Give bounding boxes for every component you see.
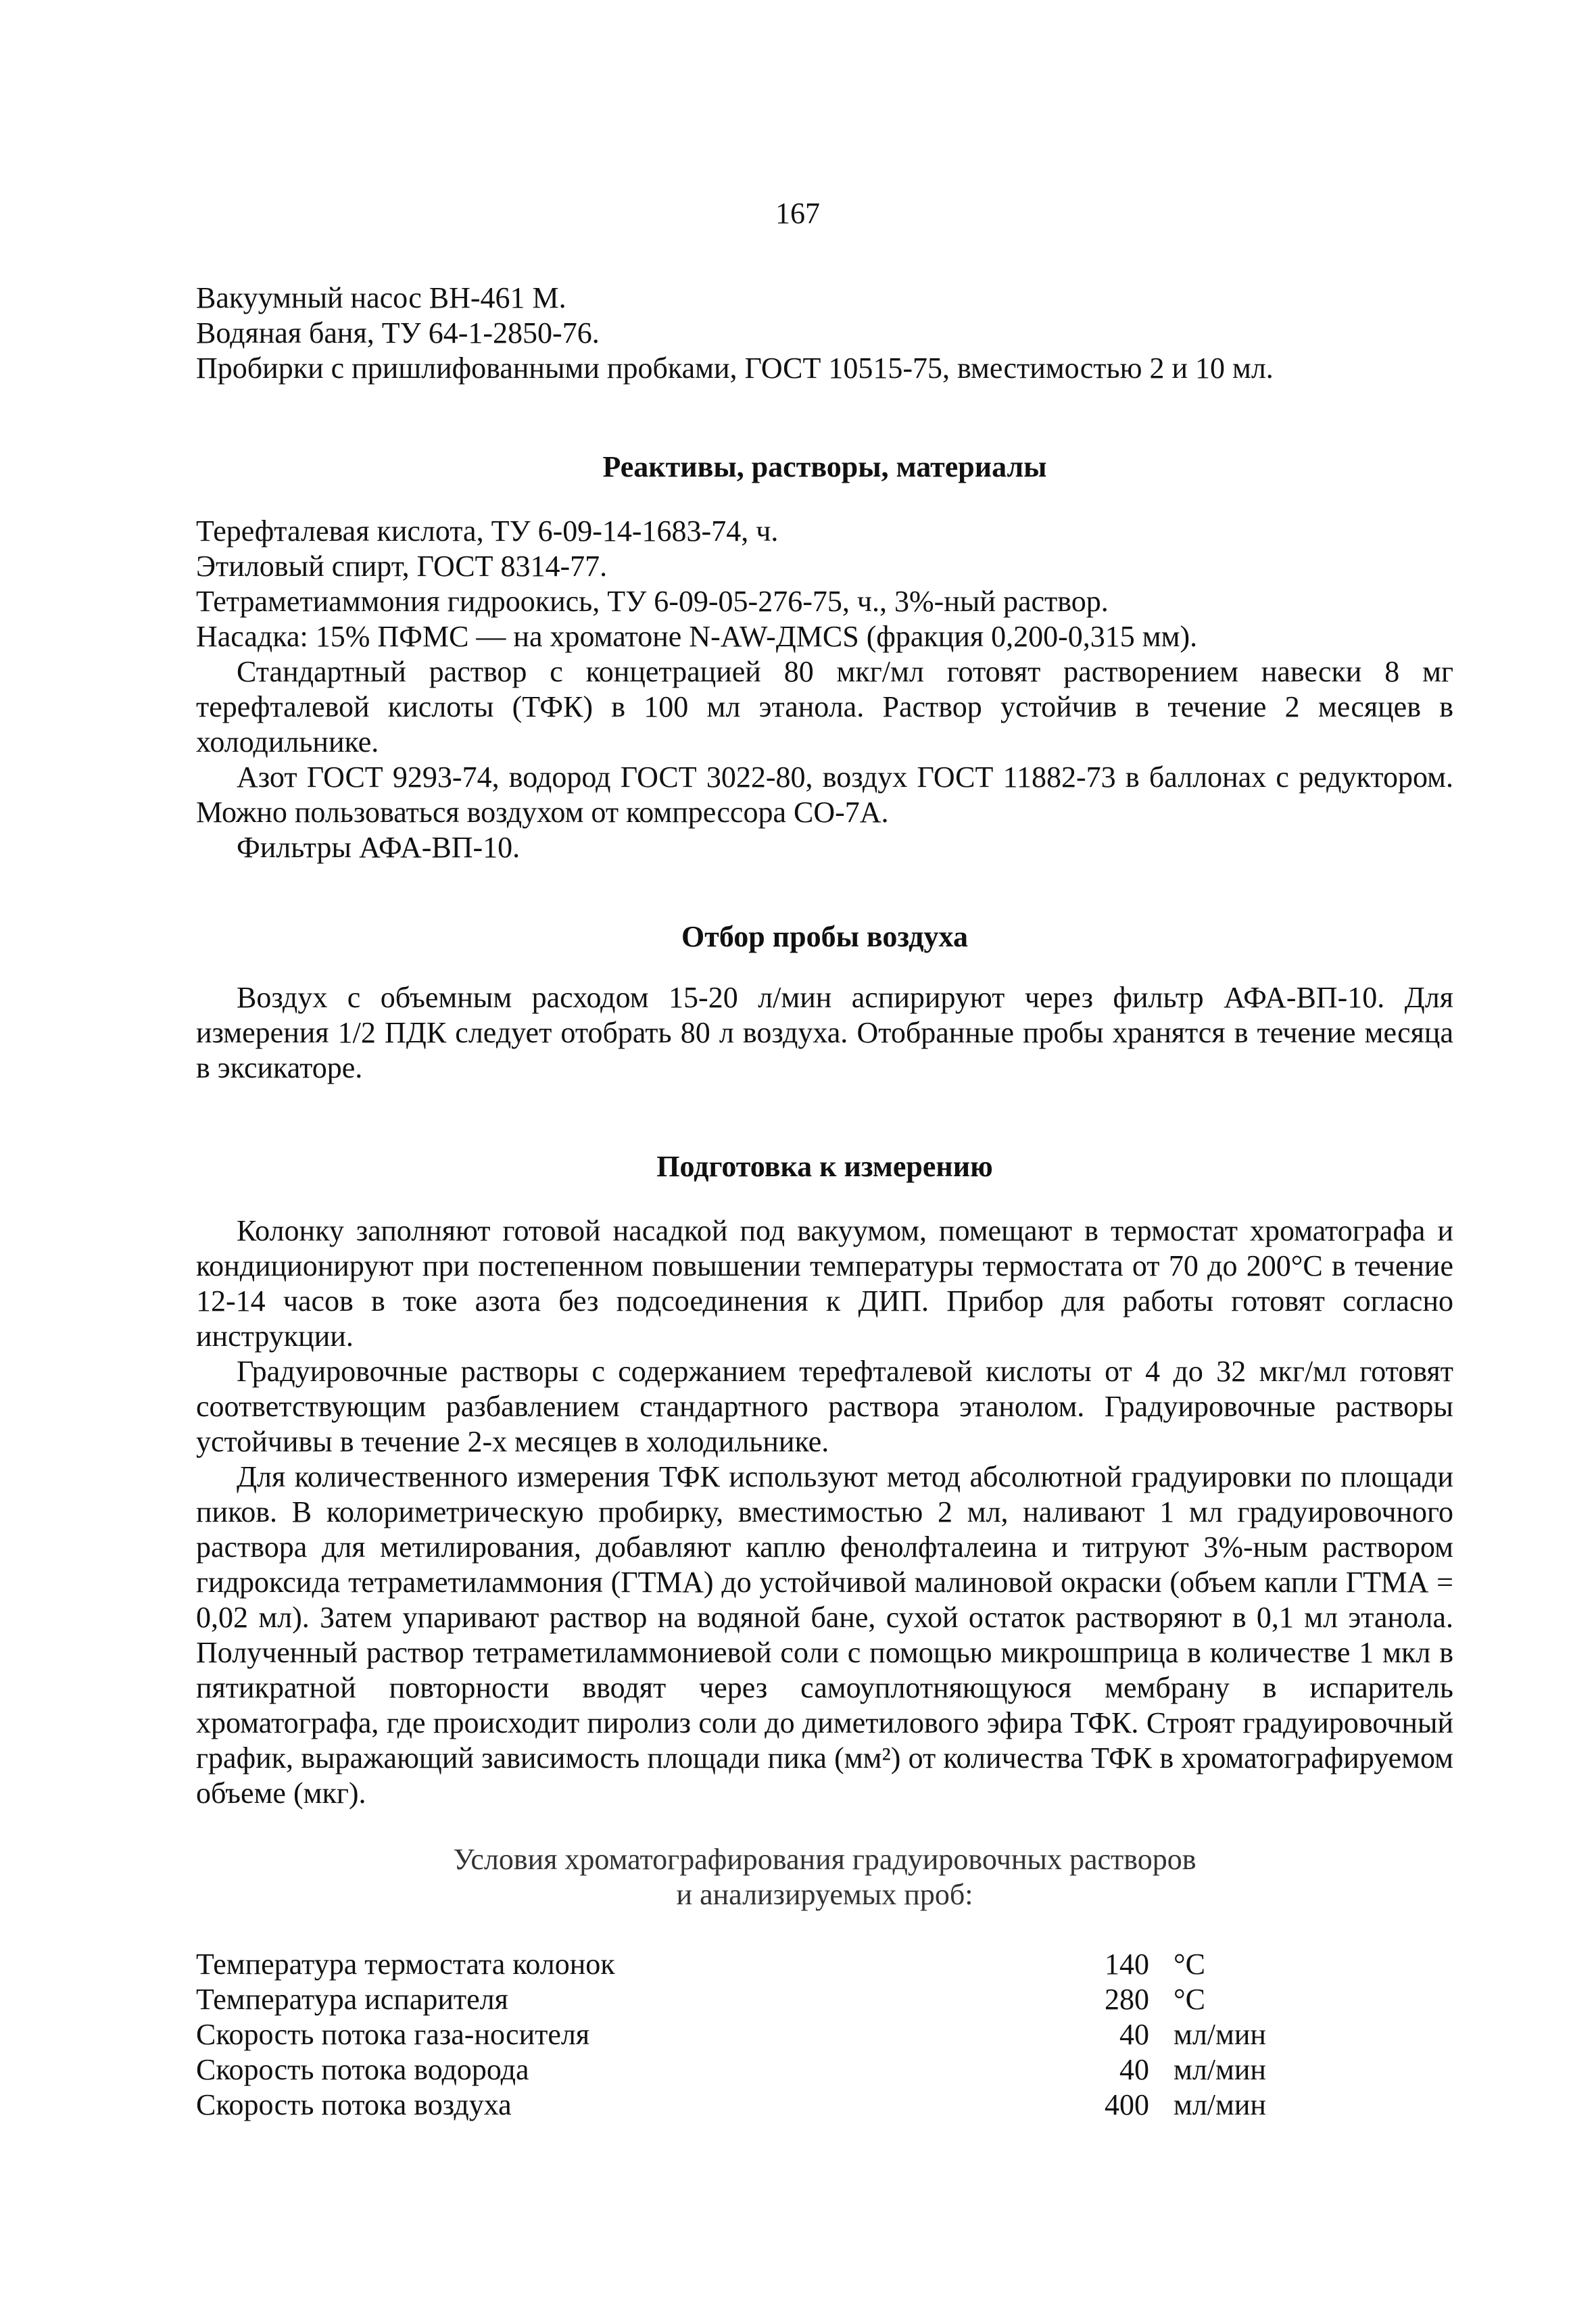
condition-unit: °С bbox=[1174, 1948, 1205, 1981]
condition-label: Скорость потока газа-носителя bbox=[196, 2018, 590, 2051]
sampling-paragraph: Воздух с объемным расходом 15-20 л/мин аспирируют через фильтр АФА-ВП-10. Для измерения 1/2 ПДК следует отобрать 80 л воздуха. Отобранные пробы хранятся в течение месяца в эксикаторе. bbox=[196, 981, 1453, 1084]
preparation-section bbox=[196, 1213, 1453, 1811]
condition-unit: мл/мин bbox=[1174, 2088, 1266, 2121]
condition-value: 140 bbox=[1105, 1948, 1149, 1981]
preparation-paragraph: Колонку заполняют готовой насадкой под вакуумом, помещают в термостат хроматографа и кондиционируют при постепенном повышении температуры термостата от 70 до 200°С в течение 12-14 часов в токе азота без подсоединения к ДИП. Прибор для работы готовят согласно инструкции. bbox=[196, 1214, 1453, 1353]
table-row bbox=[196, 1982, 1376, 2017]
preparation-paragraph: Для количественного измерения ТФК используют метод абсолютной градуировки по площади пиков. В колориметрическую пробирку, вместимостью 2 мл, наливают 1 мл градуировочного раствора для метилирования, добавляют каплю фенолфталеина и титруют 3%-ным раствором гидроксида тетраметиламмония (ГТМА) до устойчивой малиновой окраски (объем капли ГТМА = 0,02 мл). Затем упаривают раствор на водяной бане, сухой остаток растворяют в 0,1 мл этанола. Полученный раствор тетраметиламмониевой соли с помощью микрошприца в количестве 1 мкл в пятикратной повторности вводят через самоуплотняющуюся мембрану в испаритель хроматографа, где происходит пиролиз соли до диметилового эфира ТФК. Строят градуировочный график, выражающий зависимость площади пика (мм²) от количества ТФК в хроматографируемом объеме (мкг). bbox=[196, 1460, 1453, 1810]
gases-paragraph: Азот ГОСТ 9293-74, водород ГОСТ 3022-80, воздух ГОСТ 11882-73 в баллонах с редуктором. Можно пользоваться воздухом от компрессора СО-7А. bbox=[196, 761, 1453, 829]
table-row bbox=[196, 1947, 1376, 1982]
reagent-line: Этиловый спирт, ГОСТ 8314-77. bbox=[196, 550, 608, 583]
reagent-line: Тетраметиаммония гидроокись, ТУ 6-09-05-276-75, ч., 3%-ный раствор. bbox=[196, 585, 1109, 618]
equipment-list bbox=[196, 281, 1453, 386]
condition-label: Температура термостата колонок bbox=[196, 1948, 615, 1981]
reagent-line: Насадка: 15% ПФМС — на хроматоне N-AW-ДМСS (фракция 0,200-0,315 мм). bbox=[196, 620, 1198, 653]
section-title-sampling: Отбор пробы воздуха bbox=[681, 920, 968, 953]
filters-paragraph: Фильтры АФА-ВП-10. bbox=[237, 831, 521, 864]
equipment-item: Пробирки с пришлифованными пробками, ГОСТ 10515-75, вместимостью 2 и 10 мл. bbox=[196, 352, 1274, 385]
condition-value: 280 bbox=[1105, 1983, 1149, 2016]
reagent-line: Терефталевая кислота, ТУ 6-09-14-1683-74, ч. bbox=[196, 514, 779, 548]
condition-value: 40 bbox=[1119, 2018, 1149, 2051]
condition-label: Температура испарителя bbox=[196, 1983, 508, 2016]
condition-label: Скорость потока водорода bbox=[196, 2053, 529, 2086]
condition-unit: °С bbox=[1174, 1983, 1205, 2016]
reagents-section bbox=[196, 514, 1453, 865]
equipment-item: Водяная баня, ТУ 64-1-2850-76. bbox=[196, 316, 600, 349]
table-row bbox=[196, 2088, 1376, 2123]
condition-label: Скорость потока воздуха bbox=[196, 2088, 512, 2121]
condition-value: 40 bbox=[1119, 2053, 1149, 2086]
condition-unit: мл/мин bbox=[1174, 2018, 1266, 2051]
equipment-item: Вакуумный насос ВН-461 М. bbox=[196, 281, 566, 314]
section-title-preparation: Подготовка к измерению bbox=[656, 1150, 993, 1183]
conditions-title-line1: Условия хроматографирования градуировочных растворов bbox=[453, 1843, 1196, 1876]
conditions-table bbox=[196, 1947, 1376, 2123]
standard-solution-paragraph: Стандартный раствор с концетрацией 80 мкг/мл готовят растворением навески 8 мг терефталевой кислоты (ТФК) в 100 мл этанола. Раствор устойчив в течение 2 месяцев в холодильнике. bbox=[196, 655, 1453, 758]
condition-unit: мл/мин bbox=[1174, 2053, 1266, 2086]
table-row bbox=[196, 2017, 1376, 2052]
conditions-title-line2: и анализируемых проб: bbox=[676, 1878, 973, 1911]
preparation-paragraph: Градуировочные растворы с содержанием терефталевой кислоты от 4 до 32 мкг/мл готовят соответствующим разбавлением стандартного раствора этанолом. Градуировочные растворы устойчивы в течение 2-х месяцев в холодильнике. bbox=[196, 1355, 1453, 1458]
condition-value: 400 bbox=[1105, 2088, 1149, 2121]
table-row bbox=[196, 2052, 1376, 2088]
page-number: 167 bbox=[775, 197, 820, 230]
section-title-reagents: Реактивы, растворы, материалы bbox=[602, 450, 1047, 483]
sampling-section bbox=[196, 980, 1453, 1086]
